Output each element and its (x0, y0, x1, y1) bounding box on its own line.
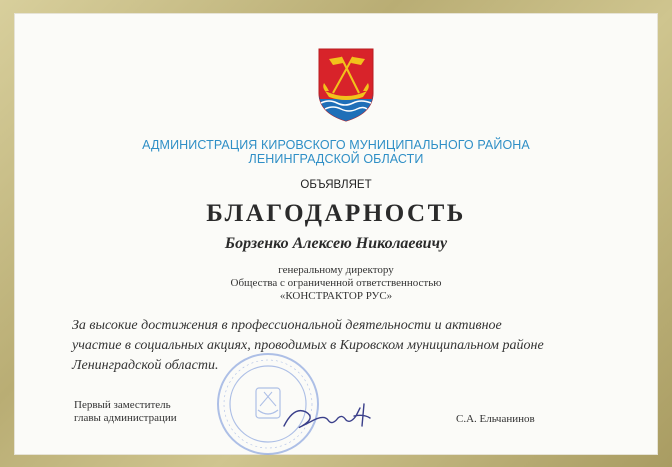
gratitude-line: участие в социальных акциях, проводимых в Кировском муниципальном районе (72, 338, 544, 353)
recipient-organization-name: «КОНСТРАКТОР РУС» (279, 290, 393, 302)
recipient-organization-type: Общества с ограниченной ответственностью (230, 277, 442, 289)
certificate-title: БЛАГОДАРНОСТЬ (206, 200, 466, 227)
gratitude-line: За высокие достижения в профессиональной деятельности и активное (72, 318, 502, 333)
signature-icon (276, 396, 396, 436)
gratitude-line: Ленинградской области. (72, 358, 219, 373)
signer-title-line: Первый заместитель (74, 399, 171, 411)
coat-of-arms-icon (317, 47, 375, 123)
organization-name: АДМИНИСТРАЦИЯ КИРОВСКОГО МУНИЦИПАЛЬНОГО РАЙОНА (142, 138, 530, 152)
signer-title (74, 399, 177, 425)
recipient-position: генеральному директору (278, 264, 394, 276)
signer-name: С.А. Ельчанинов (456, 413, 535, 425)
certificate-sheet (14, 13, 658, 455)
gratitude-text (72, 316, 618, 376)
announce-label: ОБЪЯВЛЯЕТ (300, 179, 372, 191)
signer-title-line: главы администрации (74, 412, 177, 424)
organization-region: ЛЕНИНГРАДСКОЙ ОБЛАСТИ (248, 152, 424, 166)
recipient-name: Борзенко Алексею Николаевичу (224, 235, 448, 252)
